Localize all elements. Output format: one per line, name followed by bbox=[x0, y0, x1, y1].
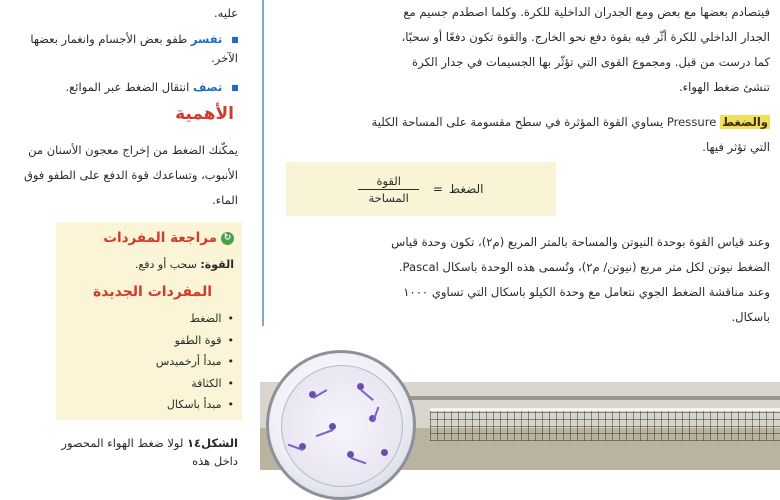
importance-heading: الأهمية bbox=[175, 104, 234, 124]
formula-lhs: الضغط bbox=[448, 182, 484, 196]
vocab-item: • الكثافة bbox=[156, 373, 234, 395]
net-top-bar bbox=[410, 396, 780, 400]
vocab-review-definition bbox=[135, 258, 234, 271]
text-line: كما درست من قبل. ومجموع القوى التي تؤثّر بها الجسيمات في جدار الكرة bbox=[412, 55, 770, 69]
text-fragment: يساوي القوة المؤثرة في سطح مقسومة على المساحة الكلية bbox=[371, 115, 664, 129]
text-line: التي تؤثر فيها. bbox=[702, 140, 770, 154]
new-vocab-heading: المفردات الجديدة bbox=[93, 284, 212, 300]
vocab-review-title: مراجعة المفردات bbox=[103, 230, 217, 246]
objective-text: انتقال الضغط عبر الموائع. bbox=[65, 80, 190, 94]
text-line: فيتصادم بعضها مع بعض ومع الجدران الداخلية للكرة. وكلما اصطدم جسيم مع bbox=[403, 5, 770, 19]
key-term-english: Pressure bbox=[666, 115, 717, 129]
vocab-item: • مبدأ باسكال bbox=[156, 394, 234, 416]
vocab-item: • مبدأ أرخميدس bbox=[156, 351, 234, 373]
objective-verb: تصف bbox=[192, 80, 223, 94]
objective-text: طفو بعض الأجسام وانغمار بعضها الآخر. bbox=[30, 32, 238, 65]
ball-interior bbox=[281, 365, 403, 487]
margin-sidebar bbox=[0, 0, 246, 470]
text-line: وعند مناقشة الضغط الجوي نتعامل مع وحدة الكيلو باسكال التي تساوي ١٠٠٠ bbox=[403, 285, 770, 299]
vocab-review-term: القوة: bbox=[200, 258, 234, 271]
sidebar-fragment: عليه. bbox=[214, 6, 238, 20]
vocab-review-heading bbox=[103, 230, 234, 246]
pressure-formula-box bbox=[286, 162, 556, 216]
square-bullet-icon bbox=[232, 85, 238, 91]
text-line: الجدار الداخلي للكرة أثّر فيه بقوة دفع نحو الخارج. والقوة تكون دفعًا أو سحبًا، bbox=[401, 30, 770, 44]
formula-numerator: القوة bbox=[376, 173, 401, 188]
air-particle bbox=[381, 449, 388, 456]
text-line: وعند قياس القوة بوحدة النيوتن والمساحة بالمتر المربع (م٢)، تكون وحدة قياس bbox=[391, 235, 770, 249]
importance-text: يمكّنك الضغط من إخراج معجون الأسنان من الأنبوب، وتساعدك قوة الدفع على الطفو فوق الماء. bbox=[23, 143, 238, 207]
vocab-item: • قوة الطفو bbox=[156, 330, 234, 352]
ball-cutaway-illustration bbox=[266, 350, 416, 500]
figure-label: الشكل١٤ bbox=[187, 436, 238, 450]
text-line: الضغط نيوتن لكل متر مربع (نيوتن/ م٢)، وتُسمى هذه الوحدة باسكال Pascal. bbox=[398, 260, 770, 274]
text-line: تنشئ ضغط الهواء. bbox=[679, 80, 770, 94]
paragraph-pressure-definition bbox=[274, 110, 770, 160]
column-divider bbox=[262, 0, 264, 326]
review-icon: ↻ bbox=[221, 232, 234, 245]
objective-item bbox=[6, 78, 238, 97]
new-vocab-list bbox=[156, 308, 234, 416]
formula-denominator: المساحة bbox=[368, 190, 409, 205]
objective-verb: تفسر bbox=[190, 32, 223, 46]
figure-caption bbox=[54, 434, 238, 470]
text-line: باسكال. bbox=[731, 310, 770, 324]
square-bullet-icon bbox=[232, 37, 238, 43]
vocab-item: • الضغط bbox=[156, 308, 234, 330]
paragraph-air-pressure bbox=[274, 0, 770, 100]
objective-item bbox=[6, 30, 238, 68]
vocab-review-def: سحب أو دفع. bbox=[134, 258, 197, 271]
figure-caption-text: لولا ضغط الهواء المحصور داخل هذه bbox=[61, 436, 238, 468]
vocabulary-box bbox=[56, 222, 242, 420]
volleyball-net bbox=[430, 408, 780, 441]
formula-equals: = bbox=[432, 182, 443, 196]
paragraph-pascal-unit bbox=[274, 230, 770, 330]
text-line bbox=[274, 110, 770, 135]
key-term-pressure: والضغط bbox=[722, 115, 768, 129]
formula-fraction bbox=[358, 173, 418, 206]
